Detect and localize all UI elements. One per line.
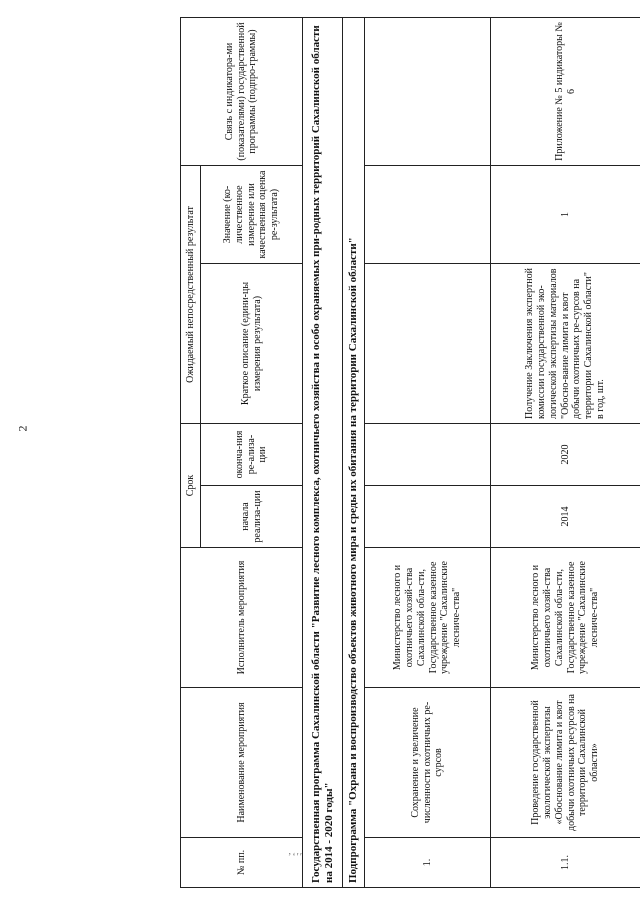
header-term: Срок [181, 424, 201, 548]
row-link: Приложение № 5 индикаторы № 6 [491, 17, 640, 165]
header-executor: Исполнитель мероприятия [181, 548, 303, 688]
header-end: оконча-ния ре-ализа-ции [201, 424, 303, 486]
row-brief [365, 264, 491, 424]
row-name: Сохранение и увеличение численности охотничьих ре-сурсов [365, 688, 491, 838]
row-num: 1. [365, 838, 491, 888]
page-number: 2 [15, 425, 30, 432]
row-value [365, 165, 491, 263]
header-num: № пп. [181, 838, 303, 888]
measures-table [180, 17, 640, 888]
row-value: 1 [491, 165, 640, 263]
program-row [303, 17, 343, 887]
row-link [365, 17, 491, 165]
subprogram-row [343, 17, 365, 887]
row-brief: Получение Заключения экспертной комиссии государственной эко-логической экспертизы материалов "Обосно-вание лимита и квот добычи охотничьих ре-сурсов на территории Сахалинской области" в год, шт. [491, 264, 640, 424]
row-start: 2014 [491, 486, 640, 548]
table-row [491, 17, 640, 887]
row-name: Проведение государственной экологической экспертизы «Обоснование лимита и квот добычи охотничьих ресурсов на территории Сахалинской области» [491, 688, 640, 838]
row-end: 2020 [491, 424, 640, 486]
scan-mark: ʼʻ′ʹ [288, 852, 304, 863]
header-start: начала реализа-ции [201, 486, 303, 548]
table-row [365, 17, 491, 887]
rotated-table-wrapper [180, 18, 640, 888]
header-expected: Ожидаемый непосредственный результат [181, 165, 201, 423]
header-name: Наименование мероприятия [181, 688, 303, 838]
program-title: Государственная программа Сахалинской области "Развитие лесного комплекса, охотничьего хозяйства и особо охраняемых при-родных территорий Сахалинской области на 2014 - 2020 годы" [303, 17, 343, 887]
row-num: 1.1. [491, 838, 640, 888]
row-end [365, 424, 491, 486]
header-link: Связь с индикатора-ми (показателями) государственной программы (подпро-граммы) [181, 17, 303, 165]
header-brief: Краткое описание (едини-цы измерения результата) [201, 264, 303, 424]
row-start [365, 486, 491, 548]
header-value: Значение (ко-личественное измерение или качественная оценка ре-зультата) [201, 165, 303, 263]
row-executor: Министерство лесного и охотничьего хозяй-ства Сахалинской обла-сти, Государственное казенное учреждение "Сахалинские лесниче-ства" [491, 548, 640, 688]
row-executor: Министерство лесного и охотничьего хозяй-ства Сахалинской обла-сти, Государственное казенное учреждение "Сахалинские лесниче-ства" [365, 548, 491, 688]
subprogram-title: Подпрограмма "Охрана и воспроизводство объектов животного мира и среды их обитания на территории Сахалинской области" [343, 17, 365, 887]
header-row-top [181, 17, 201, 887]
